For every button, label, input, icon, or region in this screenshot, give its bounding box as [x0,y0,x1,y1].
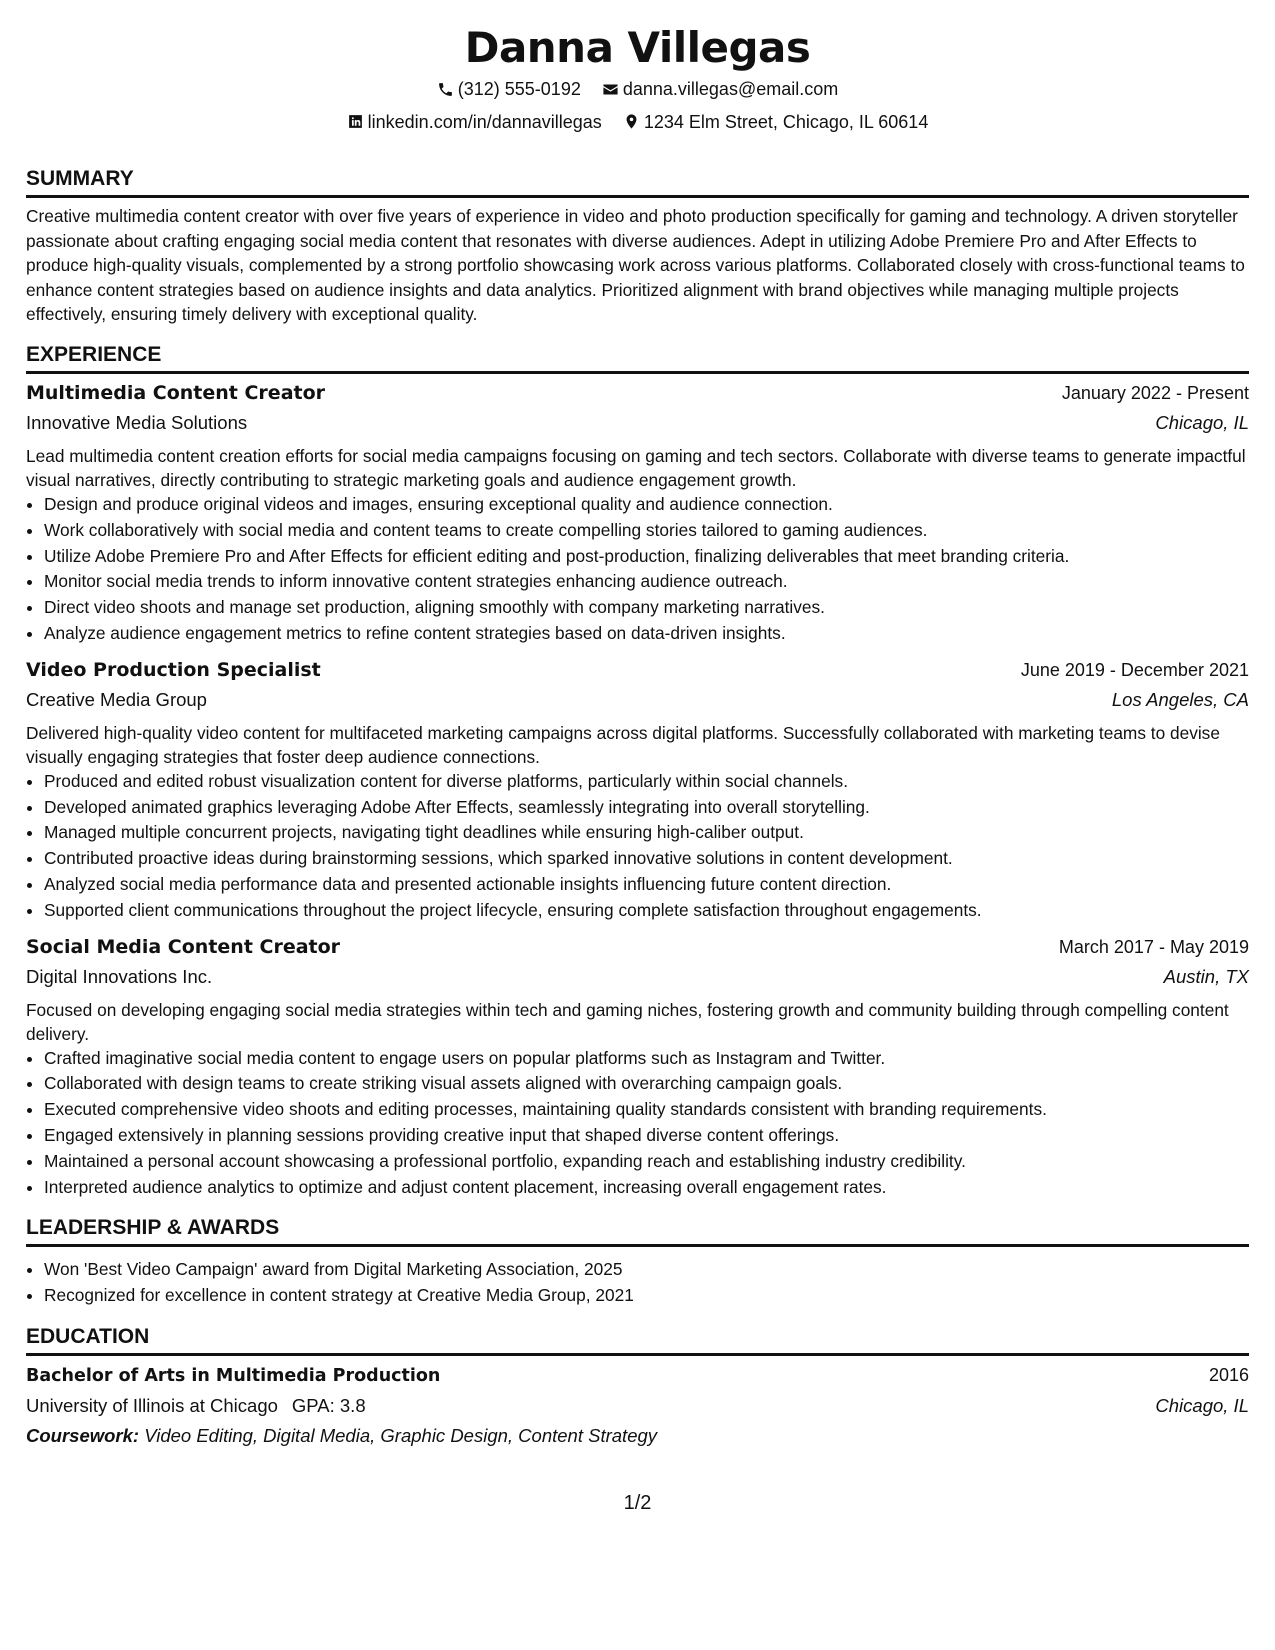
list-item: • Utilize Adobe Premiere Pro and After Effects for efficient editing and post-production, finalizing deliverables that meet branding criteria. [44,544,1249,570]
contact-row-1 [26,74,1249,107]
address-text: 1234 Elm Street, Chicago, IL 60614 [643,111,929,132]
job-company: Innovative Media Solutions [26,411,248,433]
list-item: • Interpreted audience analytics to optimize and adjust content placement, increasing overall engagement rates. [44,1175,1249,1201]
phone-icon [437,81,454,98]
graduation-year: 2016 [1208,1364,1249,1385]
list-item: • Supported client communications throughout the project lifecycle, ensuring complete satisfaction throughout engagements. [44,898,1249,924]
list-item: • Engaged extensively in planning sessions providing creative input that shaped diverse content offerings. [44,1123,1249,1149]
coursework [26,1421,1249,1451]
job-company: Digital Innovations Inc. [26,965,213,987]
list-item: • Won 'Best Video Campaign' award from Digital Marketing Association, 2025 [44,1257,1249,1283]
job-dates: June 2019 - December 2021 [1020,659,1249,680]
coursework-label: Coursework: [26,1424,140,1446]
job-description: Lead multimedia content creation efforts for social media campaigns focusing on gaming and tech sectors. Collaborate with diverse teams to generate impactful visual narratives, directly contributing to strategic marketing goals and audience engagement growth. [26,445,1246,490]
linkedin-link[interactable]: linkedin.com/in/dannavillegas [367,111,602,132]
experience-section [26,341,1249,1200]
contact-row-2 [26,107,1249,140]
job-title: Video Production Specialist [26,658,321,681]
awards-list [26,1257,1249,1309]
job-title: Multimedia Content Creator [26,381,326,404]
job-bullets [26,769,1249,924]
job-description: Delivered high-quality video content for multifaceted marketing campaigns across digital platforms. Successfully collaborated with marketing teams to devise visually engaging strategies that foster deep audience connections. [26,722,1220,767]
list-item: • Work collaboratively with social media and content teams to create compelling stories tailored to gaming audiences. [44,518,1249,544]
phone-item [437,74,581,104]
job-entry [26,932,1249,1201]
awards-section [26,1214,1249,1309]
summary-section [26,165,1249,327]
gpa: GPA: 3.8 [291,1394,366,1416]
job-title: Social Media Content Creator [26,935,341,958]
list-item: • Managed multiple concurrent projects, navigating tight deadlines while ensuring high-caliber output. [44,820,1249,846]
education-heading: EDUCATION [26,1323,1249,1356]
job-bullets [26,1046,1249,1201]
phone-text: (312) 555-0192 [457,79,581,99]
list-item: • Design and produce original videos and images, ensuring exceptional quality and audience connection. [44,492,1249,518]
job-dates: March 2017 - May 2019 [1058,936,1249,957]
list-item: • Developed animated graphics leveraging Adobe After Effects, seamlessly integrating into overall storytelling. [44,795,1249,821]
degree: Bachelor of Arts in Multimedia Production [26,1365,441,1386]
school-location: Chicago, IL [1155,1394,1249,1416]
job-entry [26,378,1249,647]
linkedin-icon [347,113,364,130]
job-company: Creative Media Group [26,688,207,710]
list-item: • Analyze audience engagement metrics to refine content strategies based on data-driven insights. [44,621,1249,647]
education-section [26,1323,1249,1451]
job-entry [26,655,1249,924]
resume-page [26,22,1249,1451]
summary-text: Creative multimedia content creator with over five years of experience in video and photo production specifically for gaming and technology. A driven storyteller passionate about crafting engaging social media content that resonates with diverse audiences. Adept in utilizing Adobe Premiere Pro and After Effects to produce high-quality visuals, complemented by a strong portfolio showcasing work across various platforms. Collaborated closely with cross-functional teams to enhance content strategies based on audience insights and data analytics. Prioritized alignment with brand objectives while managing multiple projects effectively, ensuring timely delivery with exceptional quality. [26,206,1245,325]
list-item: • Contributed proactive ideas during brainstorming sessions, which sparked innovative solutions in content development. [44,846,1249,872]
school-line [26,1391,366,1421]
email-link[interactable]: danna.villegas@email.com [622,79,839,99]
list-item: • Monitor social media trends to inform innovative content strategies enhancing audience outreach. [44,569,1249,595]
envelope-icon [602,81,619,98]
job-location: Los Angeles, CA [1111,688,1249,710]
experience-heading: EXPERIENCE [26,341,1249,374]
school-name: University of Illinois at Chicago [26,1394,278,1416]
summary-heading: SUMMARY [26,165,1249,198]
job-dates: January 2022 - Present [1061,382,1249,403]
email-item[interactable] [602,74,838,104]
list-item: • Crafted imaginative social media content to engage users on popular platforms such as Instagram and Twitter. [44,1046,1249,1072]
list-item: • Collaborated with design teams to create striking visual assets aligned with overarching campaign goals. [44,1071,1249,1097]
job-location: Chicago, IL [1155,411,1249,433]
map-pin-icon [623,113,640,130]
list-item: • Maintained a personal account showcasing a professional portfolio, expanding reach and establishing industry credibility. [44,1149,1249,1175]
candidate-name: Danna Villegas [464,23,811,72]
job-description: Focused on developing engaging social media strategies within tech and gaming niches, fostering growth and community building through compelling content delivery. [26,999,1229,1044]
linkedin-item[interactable] [347,107,602,137]
list-item: • Executed comprehensive video shoots and editing processes, maintaining quality standards consistent with branding requirements. [44,1097,1249,1123]
list-item: • Analyzed social media performance data and presented actionable insights influencing future content direction. [44,872,1249,898]
job-location: Austin, TX [1163,965,1249,987]
list-item: • Direct video shoots and manage set production, aligning smoothly with company marketing narratives. [44,595,1249,621]
job-bullets [26,492,1249,647]
page-number: 1/2 [623,1492,652,1514]
awards-heading: LEADERSHIP & AWARDS [26,1214,1249,1247]
list-item: • Recognized for excellence in content strategy at Creative Media Group, 2021 [44,1283,1249,1309]
list-item: • Produced and edited robust visualization content for diverse platforms, particularly within social channels. [44,769,1249,795]
coursework-list: Video Editing, Digital Media, Graphic Design, Content Strategy [144,1424,658,1446]
address-item [623,107,929,137]
